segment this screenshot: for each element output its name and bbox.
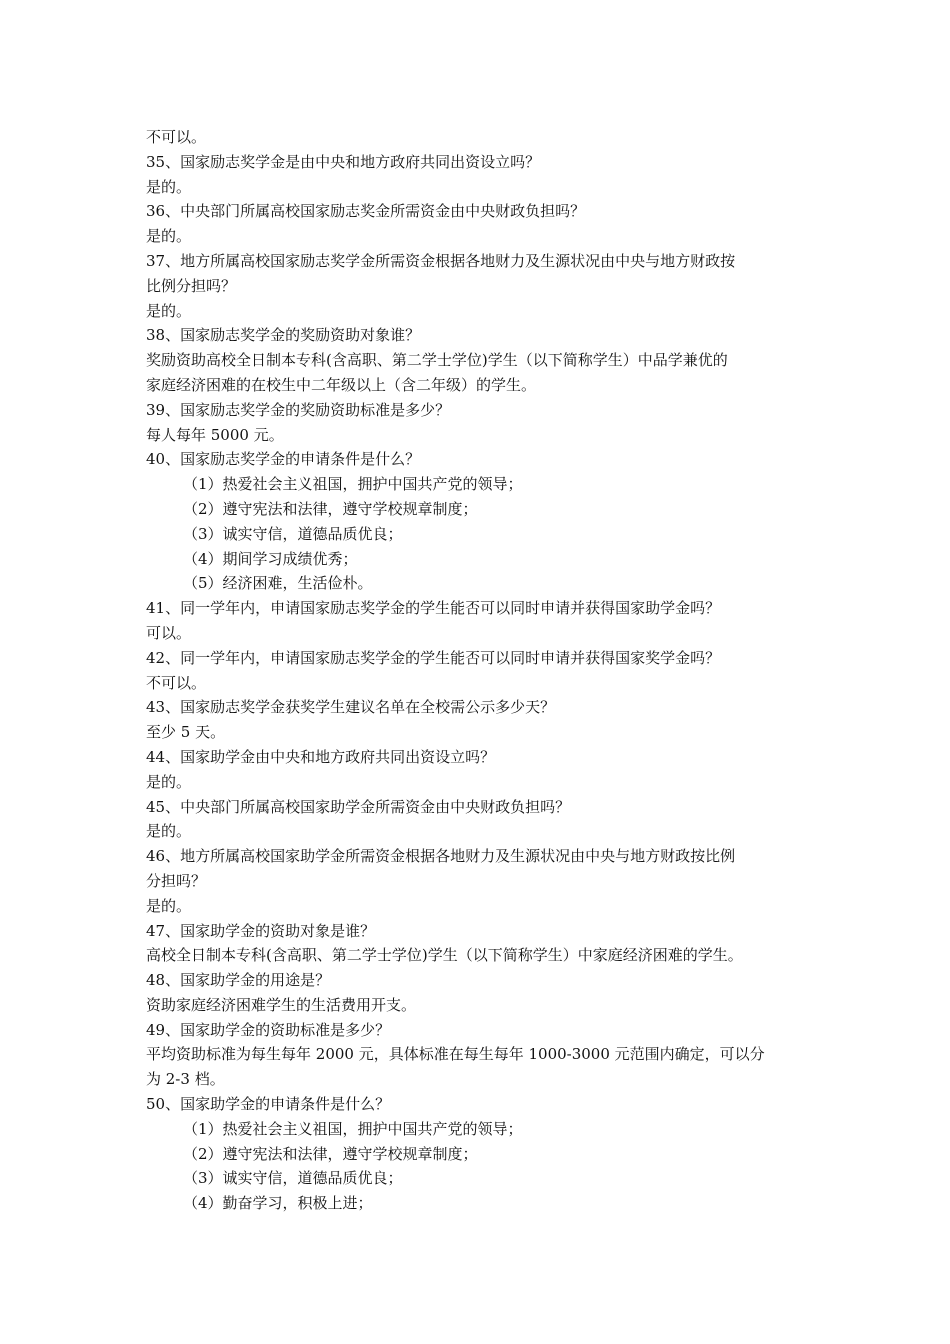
text-line: 38、国家励志奖学金的奖励资助对象谁？ [146, 326, 421, 345]
text-line: 50、国家助学金的申请条件是什么？ [146, 1095, 391, 1114]
list-item: （3）诚实守信，道德品质优良； [183, 524, 403, 543]
text-line: 是的。 [146, 772, 192, 791]
text-line: 37、地方所属高校国家励志奖学金所需资金根据各地财力及生源状况由中央与地方财政按 [146, 251, 736, 270]
text-line: 高校全日制本专科(含高职、第二学士学位)学生（以下简称学生）中家庭经济困难的学生。 [146, 946, 743, 965]
text-line: 是的。 [146, 301, 192, 320]
text-line: 49、国家助学金的资助标准是多少？ [146, 1020, 391, 1039]
list-item: （3）诚实守信，道德品质优良； [183, 1169, 403, 1188]
text-line: 不可以。 [146, 673, 207, 692]
text-line: 平均资助标准为每生每年 2000 元，具体标准在每生每年 1000-3000 元范围内确定，可以分 [146, 1045, 765, 1064]
text-line: 为 2-3 档。 [146, 1070, 225, 1089]
text-line: 36、中央部门所属高校国家励志奖金所需资金由中央财政负担吗？ [146, 202, 586, 221]
text-line: 41、同一学年内，申请国家励志奖学金的学生能否可以同时申请并获得国家助学金吗？ [146, 599, 721, 618]
text-line: 40、国家励志奖学金的申请条件是什么？ [146, 450, 421, 469]
text-line: 家庭经济困难的在校生中二年级以上（含二年级）的学生。 [146, 375, 537, 394]
document-body [146, 125, 811, 1216]
text-line: 至少 5 天。 [146, 723, 226, 742]
text-line: 35、国家励志奖学金是由中央和地方政府共同出资设立吗？ [146, 152, 541, 171]
list-item: （4）期间学习成绩优秀； [183, 549, 358, 568]
text-line: 每人每年 5000 元。 [146, 425, 284, 444]
text-line: 47、国家助学金的资助对象是谁？ [146, 921, 376, 940]
text-line: 是的。 [146, 227, 192, 246]
list-item: （4）勤奋学习，积极上进； [183, 1194, 373, 1213]
list-item: （5）经济困难，生活俭朴。 [183, 574, 373, 593]
list-item: （2）遵守宪法和法律，遵守学校规章制度； [183, 1144, 478, 1163]
text-line: 42、同一学年内，申请国家励志奖学金的学生能否可以同时申请并获得国家奖学金吗？ [146, 648, 721, 667]
text-line: 不可以。 [146, 128, 207, 146]
text-line: 是的。 [146, 896, 192, 915]
text-line: 比例分担吗？ [146, 276, 237, 295]
text-line: 分担吗？ [146, 871, 207, 890]
text-line: 资助家庭经济困难学生的生活费用开支。 [146, 995, 417, 1014]
text-line: 44、国家助学金由中央和地方政府共同出资设立吗？ [146, 747, 496, 766]
text-line: 奖励资助高校全日制本专科(含高职、第二学士学位)学生（以下简称学生）中品学兼优的 [146, 351, 728, 370]
text-line: 46、地方所属高校国家助学金所需资金根据各地财力及生源状况由中央与地方财政按比例 [146, 847, 736, 866]
list-item: （2）遵守宪法和法律，遵守学校规章制度； [183, 499, 478, 518]
text-line: 45、中央部门所属高校国家助学金所需资金由中央财政负担吗？ [146, 797, 571, 816]
list-item: （1）热爱社会主义祖国，拥护中国共产党的领导； [183, 475, 523, 494]
text-line: 是的。 [146, 177, 192, 196]
list-item: （1）热爱社会主义祖国，拥护中国共产党的领导； [183, 1119, 523, 1138]
text-line: 可以。 [146, 623, 192, 642]
text-line: 39、国家励志奖学金的奖励资助标准是多少？ [146, 400, 451, 419]
text-line: 是的。 [146, 822, 192, 841]
text-line: 48、国家助学金的用途是？ [146, 971, 331, 990]
text-line: 43、国家励志奖学金获奖学生建议名单在全校需公示多少天？ [146, 698, 556, 717]
